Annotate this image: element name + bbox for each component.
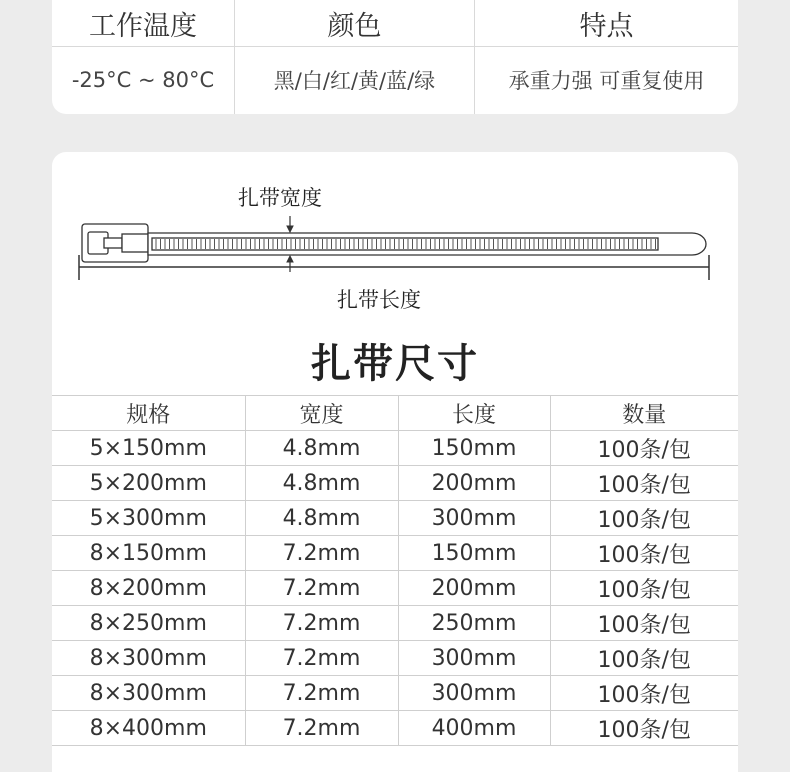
- cell-length: 150mm: [398, 431, 550, 466]
- cell-quantity: 100条/包: [550, 431, 738, 466]
- cell-quantity: 100条/包: [550, 676, 738, 711]
- cell-width: 7.2mm: [245, 641, 398, 676]
- header-spec: 规格: [52, 396, 245, 431]
- cell-quantity: 100条/包: [550, 466, 738, 501]
- header-length: 长度: [398, 396, 550, 431]
- spec-value-temperature: -25°C ~ 80°C: [71, 68, 215, 92]
- cell-width: 7.2mm: [245, 571, 398, 606]
- cell-spec: 5×200mm: [52, 466, 245, 501]
- cell-length: 200mm: [398, 571, 550, 606]
- spec-header-feature: 特点: [474, 0, 738, 46]
- spec-header-temperature: 工作温度: [89, 10, 197, 42]
- cell-quantity: 100条/包: [550, 571, 738, 606]
- cell-spec: 8×250mm: [52, 606, 245, 641]
- spec-value-color: 黑/白/红/黄/蓝/绿: [234, 46, 474, 114]
- cell-width: 4.8mm: [245, 431, 398, 466]
- cell-length: 300mm: [398, 641, 550, 676]
- table-row: [52, 536, 738, 571]
- cell-length: 300mm: [398, 501, 550, 536]
- cell-width: 7.2mm: [245, 676, 398, 711]
- cell-width: 7.2mm: [245, 536, 398, 571]
- cell-length: 300mm: [398, 676, 550, 711]
- cell-quantity: 100条/包: [550, 641, 738, 676]
- cell-quantity: 100条/包: [550, 711, 738, 746]
- cell-length: 150mm: [398, 536, 550, 571]
- cell-spec: 8×200mm: [52, 571, 245, 606]
- cell-width: 4.8mm: [245, 501, 398, 536]
- cell-width: 7.2mm: [245, 606, 398, 641]
- cell-spec: 8×300mm: [52, 676, 245, 711]
- length-label: 扎带长度: [337, 288, 421, 312]
- cell-spec: 8×400mm: [52, 711, 245, 746]
- cable-tie-diagram: [52, 214, 738, 294]
- width-label: 扎带宽度: [238, 186, 322, 210]
- table-row: [52, 431, 738, 466]
- cell-quantity: 100条/包: [550, 536, 738, 571]
- cell-length: 250mm: [398, 606, 550, 641]
- table-row: [52, 676, 738, 711]
- table-row: [52, 501, 738, 536]
- size-table-header: [52, 396, 738, 431]
- spec-value-row: [52, 46, 738, 114]
- table-row: [52, 641, 738, 676]
- size-table: [52, 395, 738, 746]
- cable-tie-head: [82, 224, 148, 262]
- size-title: 扎带尺寸: [311, 341, 479, 387]
- cell-spec: 5×300mm: [52, 501, 245, 536]
- cell-width: 7.2mm: [245, 711, 398, 746]
- cell-quantity: 100条/包: [550, 501, 738, 536]
- spec-header-color: 颜色: [234, 0, 474, 46]
- table-row: [52, 711, 738, 746]
- cell-width: 4.8mm: [245, 466, 398, 501]
- cell-quantity: 100条/包: [550, 606, 738, 641]
- cell-length: 200mm: [398, 466, 550, 501]
- table-row: [52, 466, 738, 501]
- cable-tie-strap: [148, 233, 706, 255]
- header-width: 宽度: [245, 396, 398, 431]
- cell-spec: 5×150mm: [52, 431, 245, 466]
- spec-value-feature: 承重力强 可重复使用: [474, 46, 738, 114]
- size-card: [52, 152, 738, 772]
- table-row: [52, 571, 738, 606]
- cell-spec: 8×150mm: [52, 536, 245, 571]
- spec-header-row: [52, 0, 738, 46]
- length-bracket: [79, 255, 709, 280]
- cell-spec: 8×300mm: [52, 641, 245, 676]
- cell-length: 400mm: [398, 711, 550, 746]
- header-quantity: 数量: [550, 396, 738, 431]
- table-row: [52, 606, 738, 641]
- spec-card: [52, 0, 738, 114]
